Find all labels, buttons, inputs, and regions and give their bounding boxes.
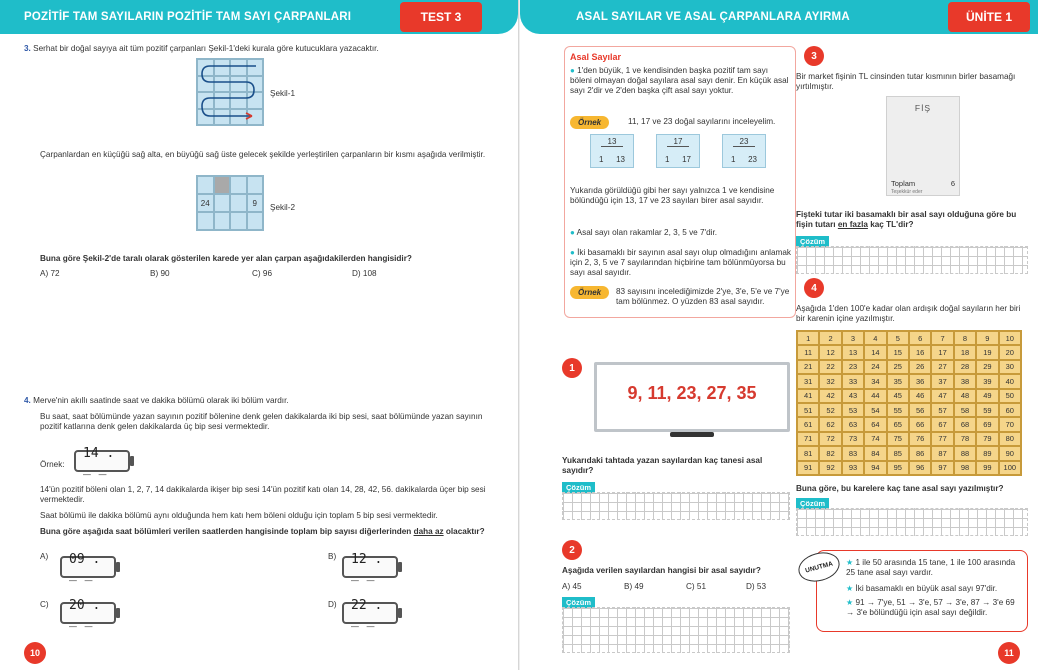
q4-option-d-clock: 22 . _ _	[342, 602, 398, 624]
number-cell: 41	[797, 389, 819, 403]
q4-intro: Merve'nin akıllı saatinde saat ve dakika bölümü olarak iki bölüm vardır.	[33, 396, 289, 405]
number-cell: 84	[864, 446, 886, 460]
number-cell: 34	[864, 374, 886, 388]
q4-option-c-clock: 20 . _ _	[60, 602, 116, 624]
number-cell: 28	[954, 360, 976, 374]
q4-option-d-label: D)	[328, 600, 337, 609]
q4r-solution-area[interactable]	[796, 508, 1028, 536]
q4-option-c-label: C)	[40, 600, 49, 609]
number-cell: 2	[819, 331, 841, 345]
number-cell: 77	[931, 432, 953, 446]
info-title: Asal Sayılar	[570, 52, 622, 62]
number-cell: 3	[842, 331, 864, 345]
number-cell: 93	[842, 461, 864, 475]
number-cell: 46	[909, 389, 931, 403]
number-cell: 42	[819, 389, 841, 403]
test-tag: TEST 3	[400, 2, 482, 32]
number-cell: 99	[976, 461, 998, 475]
unutma-cloud-icon: UNUTMA	[795, 548, 843, 586]
number-cell: 66	[909, 417, 931, 431]
number-cell: 9	[976, 331, 998, 345]
number-cell: 68	[954, 417, 976, 431]
number-cell: 91	[797, 461, 819, 475]
factor-tree-right-factor: 17	[682, 155, 691, 164]
number-cell: 53	[842, 403, 864, 417]
q3r-text: Bir market fişinin TL cinsinden tutar kısmının birler basamağı yırtılmıştır.	[796, 72, 1016, 91]
number-table-1-100	[796, 330, 1022, 476]
number-cell: 12	[819, 345, 841, 359]
number-cell: 100	[999, 461, 1021, 475]
info-p2: Yukarıda görüldüğü gibi her sayı yalnızca 1 ve kendisine bölündüğü için 13, 17 ve 23 sayıları birer asal sayıdır.	[570, 186, 775, 205]
number-cell: 71	[797, 432, 819, 446]
snake-path-arrow-icon	[196, 58, 264, 126]
q3r-solution-area[interactable]	[796, 246, 1028, 274]
number-cell: 17	[931, 345, 953, 359]
q3-text2: Çarpanlardan en küçüğü sağ alta, en büyüğü sağ üste gelecek şekilde yerleştirilen çarpanların bir kısmı aşağıda verilmiştir.	[40, 150, 486, 159]
info-example-tag: Örnek	[570, 116, 609, 129]
figure-2-cell	[214, 212, 231, 230]
q1-solution-area[interactable]	[562, 492, 790, 520]
figure-2-cell	[197, 176, 214, 194]
q4-option-b-clock: 12 . _ _	[342, 556, 398, 578]
receipt-total-value: 6	[950, 179, 955, 188]
figure-2-cell	[230, 176, 247, 194]
number-cell: 64	[864, 417, 886, 431]
factor-tree	[590, 134, 634, 168]
number-cell: 51	[797, 403, 819, 417]
q3-option-a[interactable]: A) 72	[40, 269, 60, 278]
factor-tree	[656, 134, 700, 168]
q2-cozum-label: Çözüm	[562, 597, 595, 608]
q4-option-b-label: B)	[328, 552, 337, 561]
number-cell: 31	[797, 374, 819, 388]
number-cell: 72	[819, 432, 841, 446]
q4-option-a-clock: 09 . _ _	[60, 556, 116, 578]
q4-text4: Saat bölümü ile dakika bölümü aynı olduğunda hem katı hem böleni olduğu için toplam 5 bip sesi vermektedir.	[40, 511, 438, 520]
factor-tree-number: 17	[667, 137, 689, 147]
number-cell: 87	[931, 446, 953, 460]
q2-question: Aşağıda verilen sayılardan hangisi bir asal sayıdır?	[562, 566, 761, 575]
unutma-item-3-text: 91 → 7'ye, 51 → 3'e, 57 → 3'e, 87 → 3'e 69 → 3'e bölündüğü için asal sayı değildir.	[846, 598, 1015, 617]
figure-2-shaded-cell	[214, 176, 231, 194]
q3-option-d[interactable]: D) 108	[352, 269, 377, 278]
receipt-total-label: Toplam	[891, 179, 916, 188]
factor-tree	[722, 134, 766, 168]
number-cell: 16	[909, 345, 931, 359]
right-header-title: ASAL SAYILAR VE ASAL ÇARPANLARA AYIRMA	[576, 11, 850, 23]
factor-tree-left-factor: 1	[731, 155, 736, 164]
whiteboard-text: 9, 11, 23, 27, 35	[627, 383, 757, 403]
q3r-question-a: Fişteki tutar iki basamaklı bir asal sayı olduğuna göre bu fişin tutarı	[796, 210, 1017, 229]
number-cell: 39	[976, 374, 998, 388]
q2-badge: 2	[562, 540, 582, 560]
number-cell: 85	[887, 446, 909, 460]
number-cell: 78	[954, 432, 976, 446]
q4-question-a: Buna göre aşağıda saat bölümleri verilen saatlerden hangisinde toplam bip sayısı diğerlerinden	[40, 527, 412, 536]
number-cell: 79	[976, 432, 998, 446]
number-cell: 30	[999, 360, 1021, 374]
number-cell: 55	[887, 403, 909, 417]
number-cell: 18	[954, 345, 976, 359]
q2-option-a[interactable]: A) 45	[562, 582, 582, 591]
number-cell: 73	[842, 432, 864, 446]
factor-tree-right-factor: 23	[748, 155, 757, 164]
number-cell: 67	[931, 417, 953, 431]
number-cell: 22	[819, 360, 841, 374]
number-cell: 21	[797, 360, 819, 374]
number-cell: 88	[954, 446, 976, 460]
number-cell: 40	[999, 374, 1021, 388]
info-p1-text: 1'den büyük, 1 ve kendisinden başka pozitif tam sayı böleni olmayan doğal sayılara asal sayı denir. En küçük asal sayı 2'dir ve 2'den başka çift asal sayı yoktur.	[570, 66, 789, 95]
info-example2-text: 83 sayısını incelediğimizde 2'ye, 3'e, 5'e ve 7'ye tam bölünmez. O yüzden 83 asal sayıdır.	[616, 287, 790, 306]
q1-cozum-label: Çözüm	[562, 482, 595, 493]
number-cell: 47	[931, 389, 953, 403]
example-clock: 14 . _ _	[74, 450, 130, 472]
q4-number: 4.	[24, 396, 31, 405]
number-cell: 70	[999, 417, 1021, 431]
q4-question	[40, 527, 490, 537]
number-cell: 33	[842, 374, 864, 388]
q3-intro: Serhat bir doğal sayıya ait tüm pozitif çarpanları Şekil-1'deki kurala göre kutucuklara yazacaktır.	[33, 44, 379, 53]
q4r-cozum-label: Çözüm	[796, 498, 829, 509]
q4r-badge: 4	[804, 278, 824, 298]
number-cell: 80	[999, 432, 1021, 446]
info-p4-text: İki basamaklı bir sayının asal sayı olup olmadığını anlamak için 2, 3, 5 ve 7 sayılarından hiçbirine tam bölünmüyorsa bu sayı asal sayıdır.	[570, 248, 792, 277]
whiteboard	[594, 362, 790, 432]
q4r-question: Buna göre, bu karelere kaç tane asal sayı yazılmıştır?	[796, 484, 1004, 493]
factor-tree-number: 23	[733, 137, 755, 147]
figure-2-cell	[247, 176, 264, 194]
number-cell: 26	[909, 360, 931, 374]
right-page-number: 11	[998, 642, 1020, 664]
right-page	[519, 0, 1038, 670]
marker-tray-icon	[670, 432, 714, 437]
figure-2-grid	[196, 175, 264, 231]
figure-2-cell	[247, 212, 264, 230]
number-cell: 38	[954, 374, 976, 388]
number-cell: 48	[954, 389, 976, 403]
unutma-item-3: ★ 91 → 7'ye, 51 → 3'e, 57 → 3'e, 87 → 3'e 69 → 3'e bölündüğü için asal sayı değildir.	[846, 598, 1015, 617]
info-p4: ● İki basamaklı bir sayının asal sayı olup olmadığını anlamak için 2, 3, 5 ve 7 sayılarından hiçbirine tam bölünmüyorsa bu sayı asal sayıdır.	[570, 248, 792, 277]
q1-badge: 1	[562, 358, 582, 378]
number-cell: 63	[842, 417, 864, 431]
number-cell: 57	[931, 403, 953, 417]
number-cell: 49	[976, 389, 998, 403]
number-cell: 65	[887, 417, 909, 431]
number-cell: 50	[999, 389, 1021, 403]
info-p3: ● Asal sayı olan rakamlar 2, 3, 5 ve 7'dir.	[570, 228, 718, 237]
figure-2-label: Şekil-2	[270, 203, 296, 212]
number-cell: 7	[931, 331, 953, 345]
q2-option-d[interactable]: D) 53	[746, 582, 767, 591]
figure-2-cell: 9	[247, 194, 264, 212]
q3r-question-b: kaç TL'dir?	[870, 220, 914, 229]
number-cell: 32	[819, 374, 841, 388]
unutma-item-2: ★ İki basamaklı en büyük asal sayı 97'dir.	[846, 584, 998, 593]
number-cell: 61	[797, 417, 819, 431]
number-cell: 15	[887, 345, 909, 359]
q3-text	[24, 44, 494, 54]
figure-2-cell	[230, 212, 247, 230]
unutma-item-1: ★ 1 ile 50 arasında 15 tane, 1 ile 100 arasında 25 tane asal sayı vardır.	[846, 558, 1016, 577]
number-cell: 95	[887, 461, 909, 475]
figure-1-label: Şekil-1	[270, 89, 296, 98]
receipt	[886, 96, 960, 196]
number-cell: 92	[819, 461, 841, 475]
q3-option-c[interactable]: C) 96	[252, 269, 273, 278]
number-cell: 56	[909, 403, 931, 417]
number-cell: 27	[931, 360, 953, 374]
unutma-item-1-text: 1 ile 50 arasında 15 tane, 1 ile 100 arasında 25 tane asal sayı vardır.	[846, 558, 1016, 577]
q3r-cozum-label: Çözüm	[796, 236, 829, 247]
q3-option-b[interactable]: B) 90	[150, 269, 170, 278]
q4-option-a-label: A)	[40, 552, 49, 561]
q3r-question-underline: en fazla	[837, 220, 868, 229]
number-cell: 13	[842, 345, 864, 359]
q4r-text: Aşağıda 1'den 100'e kadar olan ardışık doğal sayıların her biri bir karenin içine yazılmıştır.	[796, 304, 1021, 323]
number-cell: 6	[909, 331, 931, 345]
q2-solution-area[interactable]	[562, 607, 790, 653]
q4-text1	[24, 396, 494, 406]
receipt-thanks: Teşekkür eder	[891, 189, 923, 195]
number-cell: 83	[842, 446, 864, 460]
figure-2-cell	[197, 212, 214, 230]
q3-question: Buna göre Şekil-2'de taralı olarak gösterilen karede yer alan çarpan aşağıdakilerden hangisidir?	[40, 254, 412, 263]
unutma-item-2-text: İki basamaklı en büyük asal sayı 97'dir.	[855, 584, 998, 593]
number-cell: 43	[842, 389, 864, 403]
number-cell: 76	[909, 432, 931, 446]
factor-tree-right-factor: 13	[616, 155, 625, 164]
number-cell: 5	[887, 331, 909, 345]
q4-example-label: Örnek:	[40, 460, 65, 469]
number-cell: 82	[819, 446, 841, 460]
q3r-badge: 3	[804, 46, 824, 66]
number-cell: 74	[864, 432, 886, 446]
factor-tree-number: 13	[601, 137, 623, 147]
number-cell: 10	[999, 331, 1021, 345]
q2-option-c[interactable]: C) 51	[686, 582, 707, 591]
number-cell: 36	[909, 374, 931, 388]
number-cell: 90	[999, 446, 1021, 460]
number-cell: 45	[887, 389, 909, 403]
q4-text3: 14'ün pozitif böleni olan 1, 2, 7, 14 dakikalarda ikişer bip sesi 14'ün pozitif katı olan 14, 28, 42, 56. dakikalarda üçer bip sesi vermektedir.	[40, 485, 486, 504]
number-cell: 37	[931, 374, 953, 388]
info-example-text: 11, 17 ve 23 doğal sayılarını inceleyelim.	[628, 117, 776, 126]
q4-text2: Bu saat, saat bölümünde yazan sayının pozitif bölenine denk gelen dakikalarda iki bip sesi, saat bölümünde yazan sayının pozitif katlarına denk gelen dakikalarda üç bip sesi vermektedir.	[40, 412, 483, 431]
number-cell: 60	[999, 403, 1021, 417]
number-cell: 35	[887, 374, 909, 388]
number-cell: 1	[797, 331, 819, 345]
q3-number: 3.	[24, 44, 31, 53]
number-cell: 62	[819, 417, 841, 431]
number-cell: 19	[976, 345, 998, 359]
receipt-title: FİŞ	[914, 103, 932, 113]
number-cell: 29	[976, 360, 998, 374]
number-cell: 23	[842, 360, 864, 374]
number-cell: 86	[909, 446, 931, 460]
number-cell: 89	[976, 446, 998, 460]
q4-question-b: olacaktır?	[445, 527, 485, 536]
number-cell: 11	[797, 345, 819, 359]
number-cell: 97	[931, 461, 953, 475]
number-cell: 4	[864, 331, 886, 345]
q2-option-b[interactable]: B) 49	[624, 582, 644, 591]
number-cell: 54	[864, 403, 886, 417]
factor-tree-left-factor: 1	[599, 155, 604, 164]
factor-tree-left-factor: 1	[665, 155, 670, 164]
number-cell: 20	[999, 345, 1021, 359]
figure-2-cell	[230, 194, 247, 212]
number-cell: 59	[976, 403, 998, 417]
number-cell: 58	[954, 403, 976, 417]
info-p1: ● 1'den büyük, 1 ve kendisinden başka pozitif tam sayı böleni olmayan doğal sayılara asal sayı denir. En küçük asal sayı 2'dir ve 2'den başka çift asal sayı yoktur.	[570, 66, 789, 95]
q3r-question	[796, 210, 1030, 230]
number-cell: 75	[887, 432, 909, 446]
figure-2-cell: 24	[197, 194, 214, 212]
q4-question-underline: daha az	[413, 527, 444, 536]
number-cell: 81	[797, 446, 819, 460]
left-page-number: 10	[24, 642, 46, 664]
number-cell: 98	[954, 461, 976, 475]
number-cell: 25	[887, 360, 909, 374]
number-cell: 8	[954, 331, 976, 345]
number-cell: 69	[976, 417, 998, 431]
number-cell: 94	[864, 461, 886, 475]
left-header-title: POZİTİF TAM SAYILARIN POZİTİF TAM SAYI ÇARPANLARI	[24, 11, 352, 23]
q1-question: Yukarıdaki tahtada yazan sayılardan kaç tanesi asal sayıdır?	[562, 456, 763, 475]
info-example2-tag: Örnek	[570, 286, 609, 299]
unite-tag: ÜNİTE 1	[948, 2, 1030, 32]
figure-2-cell	[214, 194, 231, 212]
number-cell: 44	[864, 389, 886, 403]
number-cell: 52	[819, 403, 841, 417]
number-cell: 96	[909, 461, 931, 475]
info-p3-text: Asal sayı olan rakamlar 2, 3, 5 ve 7'dir.	[576, 228, 718, 237]
number-cell: 24	[864, 360, 886, 374]
number-cell: 14	[864, 345, 886, 359]
